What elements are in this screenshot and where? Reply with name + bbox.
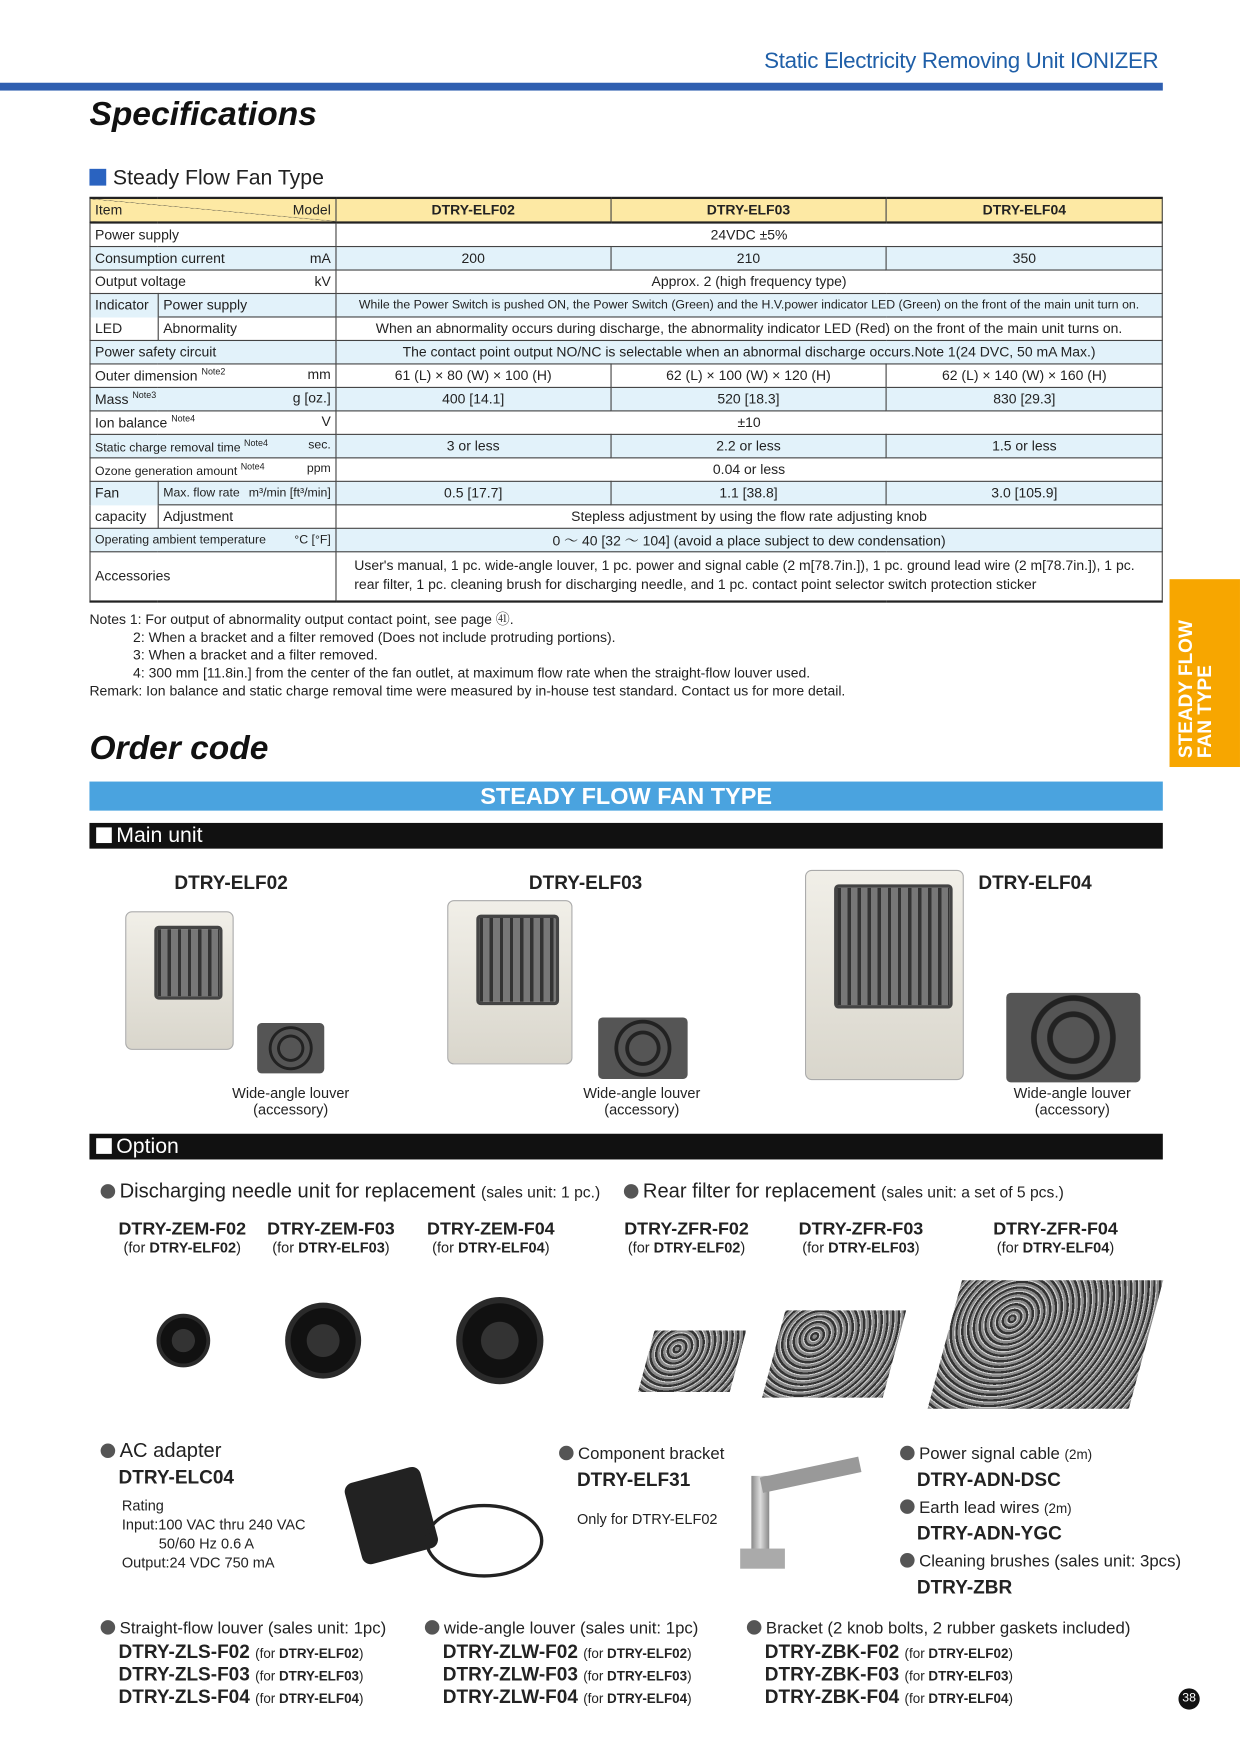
caption-line: (accessory) (253, 1101, 329, 1119)
needle-sales-unit: (sales unit: 1 pc.) (481, 1182, 601, 1201)
part-for (583, 1668, 691, 1684)
louver-caption (564, 1085, 721, 1119)
part-for (991, 1239, 1121, 1257)
needle-unit-f02-image (157, 1314, 211, 1368)
part-number (426, 1221, 556, 1257)
row-label: Mass (95, 391, 129, 408)
for-model: DTRY-ELF04 (607, 1690, 688, 1707)
louver-caption (994, 1085, 1151, 1119)
row-label: Power supply (163, 297, 248, 314)
model-header: DTRY-ELF03 (611, 198, 887, 223)
for-suffix: ) (359, 1645, 364, 1662)
row-unit: m³/min [ft³/min] (248, 486, 331, 500)
row-value: 0.5 [17.7] (336, 481, 611, 504)
model-label: Model (292, 202, 331, 219)
table-header-row (90, 198, 1162, 223)
louver-image (257, 1023, 324, 1073)
adapter-title-text: AC adapter (119, 1438, 222, 1462)
spec-row (90, 387, 1162, 410)
row-value: While the Power Switch is pushed ON, the Power Switch (Green) and the H.V.power indicator LED (Green) on the front of the main unit turn on. (336, 294, 1162, 317)
bracketset-title (747, 1619, 1131, 1638)
part-for (622, 1239, 752, 1257)
part-code: DTRY-ZLS-F02 (118, 1641, 250, 1663)
filter-f04-image (928, 1280, 1164, 1409)
earth-title (900, 1498, 1072, 1518)
bullet-icon (101, 1184, 116, 1199)
for-prefix: (for (255, 1690, 279, 1707)
for-prefix: (for (123, 1238, 150, 1256)
note: 4: 300 mm [11.8in.] from the center of the fan outlet, at maximum flow rate when the straight-flow louver used. (133, 665, 811, 681)
part-code: DTRY-ZEM-F03 (267, 1219, 395, 1239)
earth-length: (2m) (1044, 1500, 1072, 1517)
fan-grille-icon (834, 884, 953, 1008)
side-tab (1170, 579, 1240, 767)
wide-title (425, 1619, 699, 1638)
part-for (583, 1646, 691, 1662)
for-suffix: ) (236, 1238, 241, 1256)
for-prefix: (for (996, 1238, 1023, 1256)
bullet-icon (900, 1499, 915, 1514)
for-model: DTRY-ELF02 (653, 1238, 741, 1256)
for-suffix: ) (544, 1238, 550, 1256)
unit-model: DTRY-ELF02 (174, 872, 288, 894)
brush-title-text: Cleaning brushes (sales unit: 3pcs) (919, 1551, 1182, 1571)
for-prefix: (for (627, 1238, 654, 1256)
row-value: 830 [29.3] (886, 387, 1162, 410)
row-value: User's manual, 1 pc. wide-angle louver, 1 pc. power and signal cable (2 m[78.7in.]), 1 pc. ground lead wire (2 m[78.7in.]), 1 pc. rear filter, 1 pc. cleaning brush for discharging needle, and 1 pc. contact point selector switch protection sticker (336, 552, 1162, 601)
for-model: DTRY-ELF03 (278, 1668, 360, 1684)
row-label: Power safety circuit (95, 344, 217, 361)
header-title: Static Electricity Removing Unit IONIZER (764, 49, 1159, 74)
part-code: DTRY-ZLW-F03 (442, 1663, 578, 1685)
spec-row (90, 411, 1162, 434)
wide-code (443, 1664, 692, 1686)
order-banner: STEADY FLOW FAN TYPE (89, 782, 1162, 811)
for-suffix: ) (1109, 1238, 1115, 1256)
row-value: 350 (886, 247, 1162, 270)
ionizer-elf03-image (447, 900, 572, 1064)
spec-row (90, 270, 1162, 293)
row-label: Abnormality (163, 320, 238, 337)
part-for (255, 1646, 363, 1662)
part-for (583, 1691, 691, 1707)
bracket-code: DTRY-ELF31 (576, 1469, 691, 1491)
caption-line: Wide-angle louver (583, 1084, 701, 1102)
row-unit: ppm (306, 461, 331, 475)
row-value: When an abnormality occurs during discharge, the abnormality indicator LED (Red) on the front of the main unit turns on. (336, 317, 1162, 340)
model-header: DTRY-ELF04 (886, 198, 1162, 223)
row-label: Power supply (95, 226, 179, 243)
for-suffix: ) (359, 1668, 364, 1684)
square-bullet-icon (89, 169, 106, 186)
row-unit: kV (314, 273, 331, 290)
row-value: 0 ～ 40 [32 ～ 104] (avoid a place subject to dew condensation) (336, 528, 1162, 551)
part-code: DTRY-ZEM-F02 (118, 1219, 247, 1239)
rating-input: Input:100 VAC thru 240 VAC (121, 1516, 306, 1533)
note: 3: When a bracket and a filter removed. (133, 647, 378, 664)
for-suffix: ) (687, 1668, 692, 1684)
bracket-base-image (740, 1549, 785, 1569)
row-group: Fan (90, 481, 158, 504)
earth-title-text: Earth lead wires (919, 1498, 1040, 1518)
filter-title-text: Rear filter for replacement (642, 1179, 876, 1202)
rating-input-freq: 50/60 Hz 0.6 A (158, 1535, 255, 1552)
spec-row (90, 552, 1162, 601)
remark: Remark: Ion balance and static charge removal time were measured by in-house test standard. Contact us for more detail. (89, 683, 846, 699)
row-unit: V (321, 414, 331, 430)
caption-line: Wide-angle louver (232, 1084, 350, 1102)
option-label: Option (116, 1134, 179, 1159)
for-prefix: (for (255, 1668, 279, 1684)
spec-row (90, 481, 1162, 504)
component-bracket-title (559, 1445, 724, 1464)
row-unit: mm (307, 367, 331, 383)
item-label: Item (95, 202, 123, 219)
spec-row (90, 458, 1162, 481)
row-value: Approx. 2 (high frequency type) (336, 270, 1162, 293)
for-prefix: (for (904, 1668, 929, 1684)
earth-code: DTRY-ADN-YGC (916, 1522, 1062, 1545)
for-prefix: (for (432, 1238, 459, 1256)
row-value: 210 (611, 247, 887, 270)
spec-row (90, 505, 1162, 528)
bullet-icon (559, 1446, 574, 1461)
bracket-arm-image (760, 1457, 862, 1493)
for-suffix: ) (740, 1238, 746, 1256)
caption-line: (accessory) (604, 1101, 680, 1119)
spec-row (90, 294, 1162, 317)
part-code: DTRY-ZFR-F04 (993, 1219, 1118, 1239)
part-number (117, 1221, 247, 1257)
for-model: DTRY-ELF03 (298, 1238, 385, 1256)
bracketset-code (765, 1664, 1013, 1686)
louver-caption (212, 1085, 369, 1119)
filter-title (624, 1180, 1064, 1203)
needle-unit-f04-image (456, 1297, 543, 1384)
row-value: 2.2 or less (611, 434, 887, 457)
row-value: 400 [14.1] (336, 387, 611, 410)
adapter-cable-image (425, 1504, 544, 1578)
wide-title-text: wide-angle louver (sales unit: 1pc) (443, 1619, 699, 1639)
bullet-icon (747, 1620, 762, 1635)
for-model: DTRY-ELF02 (149, 1238, 237, 1256)
for-model: DTRY-ELF04 (928, 1690, 1009, 1707)
cable-code: DTRY-ADN-DSC (916, 1469, 1061, 1491)
row-label: Adjustment (163, 508, 234, 525)
order-heading: Order code (89, 730, 269, 768)
bracketset-title-text: Bracket (2 knob bolts, 2 rubber gaskets included) (765, 1619, 1131, 1639)
row-label: Consumption current (95, 250, 225, 267)
brush-code: DTRY-ZBR (916, 1576, 1013, 1598)
wide-code (443, 1686, 692, 1708)
row-unit: g [oz.] (292, 390, 331, 407)
note-ref: Note4 (240, 461, 265, 472)
note-ref: Note4 (171, 414, 196, 425)
note-ref: Note2 (201, 367, 226, 378)
for-model: DTRY-ELF02 (607, 1645, 688, 1662)
spec-row (90, 340, 1162, 363)
row-value: 0.04 or less (336, 458, 1162, 481)
subheading-text: Steady Flow Fan Type (112, 166, 324, 191)
spec-row (90, 528, 1162, 551)
row-value: 24VDC ±5% (336, 223, 1162, 247)
spec-row (90, 223, 1162, 247)
part-number (991, 1221, 1121, 1257)
bracket-title-text: Component bracket (578, 1444, 725, 1464)
part-code: DTRY-ZBK-F04 (764, 1686, 900, 1708)
note-ref: Note3 (132, 390, 157, 401)
for-suffix: ) (687, 1690, 692, 1707)
filter-sales-unit: (sales unit: a set of 5 pcs.) (881, 1182, 1064, 1201)
part-for (905, 1646, 1013, 1662)
for-model: DTRY-ELF02 (278, 1645, 360, 1662)
row-value: Stepless adjustment by using the flow rate adjusting knob (336, 505, 1162, 528)
row-unit: sec. (308, 437, 331, 452)
part-for (266, 1239, 396, 1257)
straight-code (119, 1664, 364, 1686)
for-suffix: ) (1008, 1690, 1013, 1707)
main-unit-bar (89, 823, 1162, 849)
row-value: 1.5 or less (886, 434, 1162, 457)
row-unit: mA (309, 250, 331, 267)
for-prefix: (for (255, 1645, 279, 1662)
spec-heading: Specifications (89, 96, 317, 134)
rating-output: Output:24 VDC 750 mA (121, 1554, 275, 1571)
row-label: Output voltage (95, 273, 186, 290)
note-ref: Note4 (244, 437, 268, 448)
row-group: Indicator (90, 294, 158, 317)
row-value: 62 (L) × 100 (W) × 120 (H) (611, 364, 887, 387)
bullet-icon (101, 1620, 116, 1635)
part-for (796, 1239, 926, 1257)
for-model: DTRY-ELF03 (828, 1238, 915, 1256)
ionizer-elf04-image (805, 870, 964, 1080)
part-number (622, 1221, 752, 1257)
spec-row (90, 247, 1162, 270)
louver-image (598, 1017, 687, 1078)
cable-title (900, 1445, 1092, 1465)
for-model: DTRY-ELF04 (1022, 1238, 1110, 1256)
part-code: DTRY-ZLS-F03 (118, 1663, 250, 1685)
part-for (255, 1668, 363, 1684)
spec-row (90, 364, 1162, 387)
row-label: Ion balance (95, 415, 168, 432)
for-model: DTRY-ELF04 (458, 1238, 545, 1256)
brush-title (900, 1552, 1181, 1571)
fan-grille-icon (154, 926, 222, 1000)
for-prefix: (for (583, 1668, 608, 1684)
bullet-icon (900, 1446, 915, 1461)
bullet-icon (624, 1184, 639, 1199)
fan-grille-icon (476, 915, 559, 1006)
part-for (905, 1691, 1013, 1707)
for-suffix: ) (687, 1645, 692, 1662)
needle-title (101, 1180, 601, 1203)
unit-model: DTRY-ELF03 (528, 872, 643, 894)
unit-model: DTRY-ELF04 (978, 872, 1092, 894)
filter-f03-image (762, 1310, 906, 1397)
spec-row (90, 434, 1162, 457)
part-for (905, 1668, 1013, 1684)
bullet-icon (425, 1620, 440, 1635)
cable-length: (2m) (1064, 1446, 1093, 1463)
part-for (117, 1239, 247, 1257)
square-icon (96, 1138, 112, 1154)
part-for (255, 1691, 363, 1707)
note: 2: When a bracket and a filter removed (Does not include protruding portions). (133, 629, 616, 646)
for-model: DTRY-ELF03 (607, 1668, 688, 1684)
straight-title-text: Straight-flow louver (sales unit: 1pc) (119, 1619, 387, 1639)
for-suffix: ) (384, 1238, 390, 1256)
row-value: 520 [18.3] (611, 387, 887, 410)
row-label: Operating ambient temperature (95, 533, 266, 547)
row-value: 1.1 [38.8] (611, 481, 887, 504)
for-model: DTRY-ELF03 (928, 1668, 1009, 1684)
row-group: capacity (90, 505, 158, 528)
cable-title-text: Power signal cable (919, 1444, 1060, 1464)
straight-code (119, 1686, 364, 1708)
adapter-code: DTRY-ELC04 (118, 1466, 234, 1489)
needle-unit-f03-image (285, 1303, 361, 1379)
note: Notes 1: For output of abnormality output contact point, see page ㊶. (89, 611, 514, 628)
part-code: DTRY-ZEM-F04 (427, 1219, 555, 1239)
page-number: 38 (1178, 1688, 1199, 1709)
row-value: 200 (336, 247, 611, 270)
adapter-rating (122, 1496, 306, 1572)
part-code: DTRY-ZLW-F02 (442, 1641, 578, 1663)
caption-line: (accessory) (1034, 1101, 1110, 1119)
part-code: DTRY-ZFR-F02 (624, 1219, 749, 1239)
rating-label: Rating (121, 1497, 164, 1514)
part-code: DTRY-ZBK-F03 (764, 1663, 900, 1685)
main-unit-label: Main unit (116, 824, 203, 848)
row-label: Max. flow rate (163, 486, 240, 500)
bracketset-code (765, 1686, 1013, 1708)
notes (89, 610, 845, 699)
bullet-icon (900, 1553, 915, 1568)
for-suffix: ) (1008, 1645, 1013, 1662)
for-model: DTRY-ELF04 (278, 1690, 360, 1707)
spec-row (90, 317, 1162, 340)
item-model-cell (90, 198, 336, 223)
for-prefix: (for (904, 1690, 929, 1707)
row-value: 3.0 [105.9] (886, 481, 1162, 504)
for-prefix: (for (904, 1645, 929, 1662)
for-prefix: (for (583, 1690, 608, 1707)
straight-title (101, 1619, 387, 1638)
row-label: Static charge removal time (95, 440, 241, 455)
for-suffix: ) (1008, 1668, 1013, 1684)
option-bar (89, 1134, 1162, 1160)
row-value: 62 (L) × 140 (W) × 160 (H) (886, 364, 1162, 387)
ac-adapter-image (343, 1465, 440, 1566)
part-code: DTRY-ZBK-F02 (764, 1641, 900, 1663)
header-bar (0, 83, 1163, 91)
adapter-title (101, 1439, 222, 1462)
model-header: DTRY-ELF02 (336, 198, 611, 223)
for-prefix: (for (272, 1238, 299, 1256)
spec-subheading (89, 167, 323, 192)
caption-line: Wide-angle louver (1013, 1084, 1131, 1102)
row-group: LED (90, 317, 158, 340)
part-code: DTRY-ZLS-F04 (118, 1686, 250, 1708)
bracketset-code (765, 1641, 1013, 1663)
row-unit: °C [°F] (294, 533, 331, 547)
ionizer-elf02-image (125, 911, 233, 1050)
row-value: The contact point output NO/NC is selectable when an abnormal discharge occurs.Note 1(24 DVC, 50 mA Max.) (336, 340, 1162, 363)
row-label: Accessories (95, 568, 171, 584)
row-value: 61 (L) × 80 (W) × 100 (H) (336, 364, 611, 387)
bullet-icon (101, 1443, 116, 1458)
filter-f02-image (638, 1331, 746, 1392)
for-suffix: ) (359, 1690, 364, 1707)
row-value: 3 or less (336, 434, 611, 457)
needle-title-text: Discharging needle unit for replacement (119, 1179, 476, 1202)
for-model: DTRY-ELF02 (928, 1645, 1009, 1662)
square-icon (96, 827, 112, 843)
row-label: Outer dimension (95, 368, 198, 385)
for-prefix: (for (583, 1645, 608, 1662)
for-prefix: (for (802, 1238, 829, 1256)
spec-table (89, 197, 1162, 602)
part-code: DTRY-ZFR-F03 (798, 1219, 924, 1239)
row-value: ±10 (336, 411, 1162, 434)
side-tab-text: STEADY FLOW FAN TYPE (1175, 620, 1216, 759)
bracket-note: Only for DTRY-ELF02 (576, 1510, 718, 1528)
part-number (796, 1221, 926, 1257)
part-code: DTRY-ZLW-F04 (442, 1686, 578, 1708)
row-label: Ozone generation amount (95, 464, 238, 478)
part-for (426, 1239, 556, 1257)
for-suffix: ) (914, 1238, 920, 1256)
straight-code (119, 1641, 364, 1663)
part-number (266, 1221, 396, 1257)
wide-code (443, 1641, 692, 1663)
louver-image (1006, 993, 1140, 1082)
